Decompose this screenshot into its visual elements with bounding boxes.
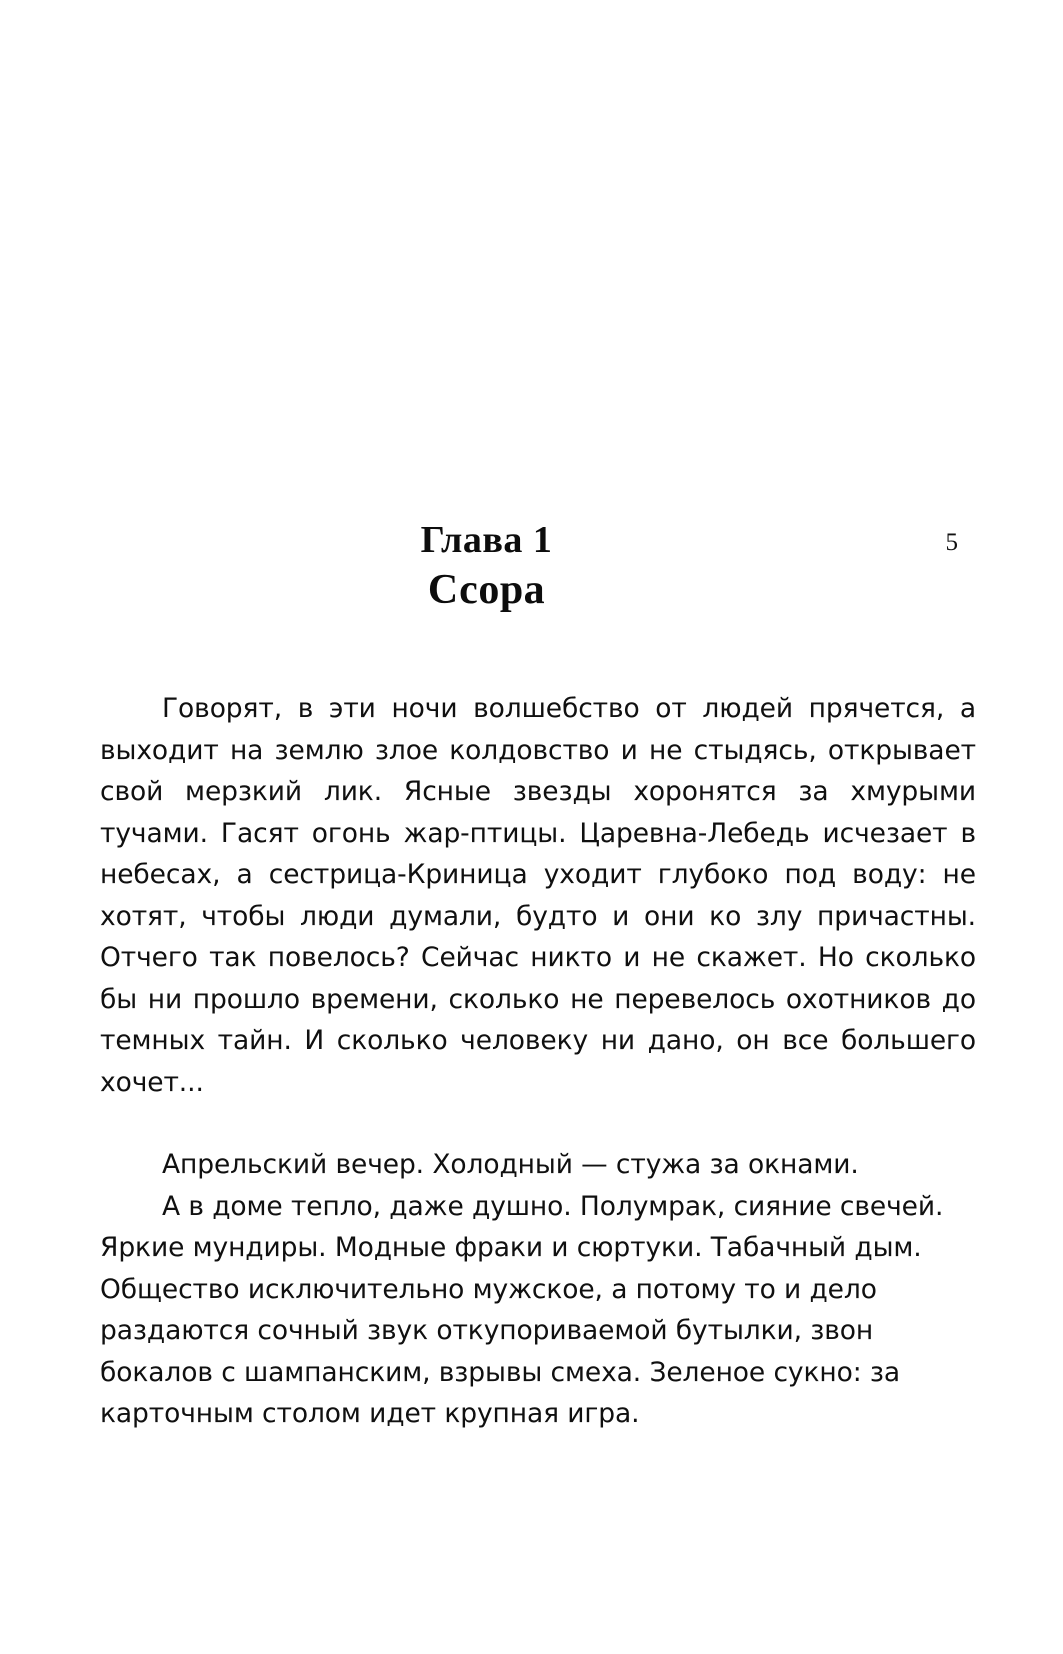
chapter-heading <box>0 518 1063 615</box>
chapter-title: Ссора <box>427 566 546 613</box>
paragraph: Апрельский вечер. Холодный — стужа за окнами. <box>162 1149 859 1180</box>
paragraph: А в доме тепло, даже душно. Полумрак, сияние свечей. Яркие мундиры. Модные фраки и сюртуки. Табачный дым. Общество исключительно мужское, а потому то и дело раздаются сочный звук откупориваемой бутылки, звон бокалов с шампанским, взрывы смеха. Зеленое сукно: за карточным столом идет крупная игра. <box>100 1190 944 1429</box>
chapter-label: Глава 1 <box>420 519 553 561</box>
body-text <box>100 688 976 1435</box>
paragraph: Говорят, в эти ночи волшебство от людей прячется, а выходит на землю злое колдовство и не стыдясь, открывает свой мерзкий лик. Ясные звезды хоронятся за хмурыми тучами. Гасят огонь жар-птицы. Царевна-Лебедь исчезает в небесах, а сестрица-Криница уходит глубоко под воду: не хотят, чтобы люди думали, будто и они ко злу причастны. Отчего так повелось? Сейчас никто и не скажет. Но сколько бы ни прошло времени, сколько не перевелось охотников до темных тайн. И сколько человеку ни дано, он все большего хочет... <box>100 693 976 1098</box>
page-number: 5 <box>945 529 958 556</box>
